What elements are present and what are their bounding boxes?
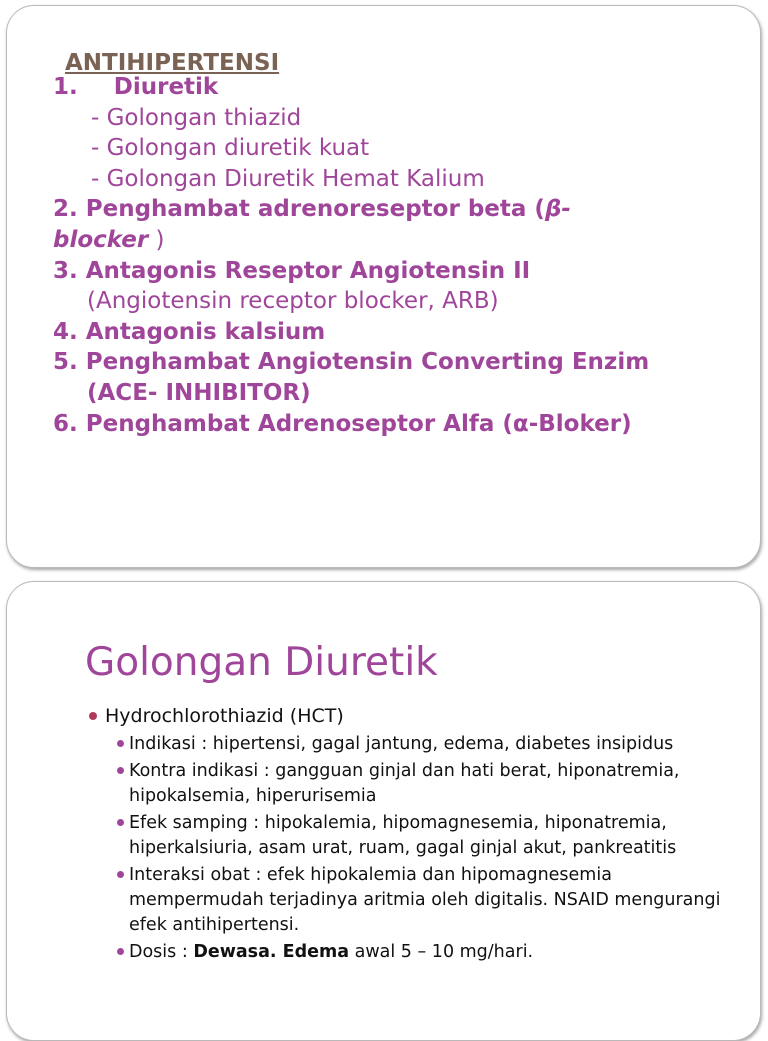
point-interaksi-obat	[87, 863, 727, 938]
list-item-4: 4. Antagonis kalsium	[53, 318, 326, 345]
point-indikasi-text: Indikasi : hipertensi, gagal jantung, edema, diabetes insipidus	[129, 734, 674, 754]
list-item-2-text: 2. Penghambat adrenoreseptor beta (	[53, 196, 545, 223]
slide-antihipertensi	[6, 5, 761, 568]
list-item-6: 6. Penghambat Adrenoseptor Alfa (α-Bloker)	[53, 410, 632, 437]
list-subitem: - Golongan thiazid	[91, 104, 302, 131]
bullet-icon	[117, 948, 124, 955]
dosis-bold: Dewasa. Edema	[193, 942, 350, 962]
dosis-rest: awal 5 – 10 mg/hari.	[349, 942, 534, 962]
point-indikasi	[87, 732, 727, 757]
point-efek-samping	[87, 811, 727, 861]
list-item-2-italic: blocker	[53, 226, 149, 253]
beta-symbol: β-	[544, 196, 571, 223]
antihypertensive-class-list	[53, 72, 743, 439]
dosis-prefix: Dosis :	[129, 942, 194, 962]
list-subitem: - Golongan diuretik kuat	[91, 135, 370, 162]
list-item-2	[53, 194, 743, 255]
list-subitem: - Golongan Diuretik Hemat Kalium	[91, 165, 485, 192]
list-item-5: 5. Penghambat Angiotensin Converting Enzim	[53, 349, 650, 376]
list-item-3: 3. Antagonis Reseptor Angiotensin II	[53, 257, 531, 284]
bullet-icon	[117, 871, 124, 878]
bullet-icon	[117, 767, 124, 774]
slide-golongan-diuretik	[6, 581, 761, 1041]
slide1-title: ANTIHIPERTENSI	[65, 50, 280, 76]
list-item-3-sub: (Angiotensin receptor blocker, ARB)	[87, 288, 499, 315]
bullet-icon	[117, 819, 124, 826]
point-dosis	[87, 940, 727, 965]
list-item-1-label: Diuretik	[113, 74, 219, 100]
drug-name: Hydrochlorothiazid (HCT)	[105, 705, 344, 727]
point-kontra-text: Kontra indikasi : gangguan ginjal dan hati berat, hiponatremia, hipokalsemia, hiperurisemia	[129, 761, 680, 806]
point-kontra-indikasi	[87, 759, 727, 809]
slide2-body	[87, 702, 727, 967]
bullet-icon	[89, 712, 97, 720]
list-item-1-number: 1.	[53, 74, 78, 100]
point-interaksi-text: Interaksi obat : efek hipokalemia dan hipomagnesemia mempermudah terjadinya aritmia oleh digitalis. NSAID mengurangi efek antihipertensi.	[129, 865, 721, 935]
drug-bullet	[87, 702, 727, 730]
list-item-5-sub: (ACE- INHIBITOR)	[87, 379, 311, 406]
slide2-title: Golongan Diuretik	[85, 640, 438, 685]
point-efek-text: Efek samping : hipokalemia, hipomagnesemia, hiponatremia, hiperkalsiuria, asam urat, ruam, gagal ginjal akut, pankreatitis	[129, 813, 677, 858]
bullet-icon	[117, 740, 124, 747]
list-item-2-close: )	[148, 226, 165, 253]
